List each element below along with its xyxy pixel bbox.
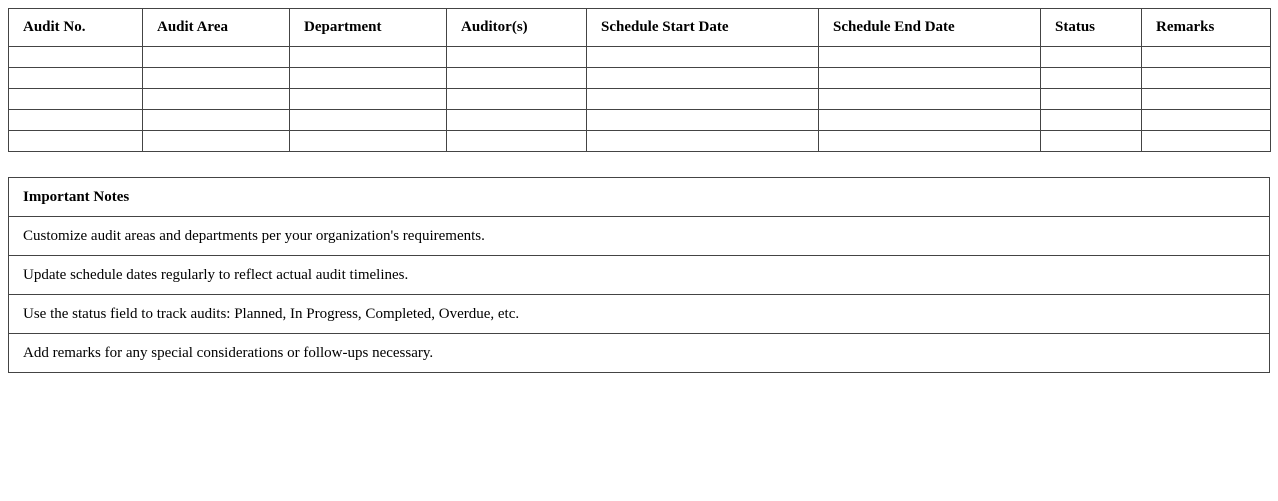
note-item: Use the status field to track audits: Planned, In Progress, Completed, Overdue, etc. — [9, 295, 1270, 334]
table-cell[interactable] — [447, 47, 587, 68]
audit-schedule-table — [8, 8, 1271, 152]
column-header-auditors: Auditor(s) — [447, 9, 587, 47]
table-cell[interactable] — [1142, 89, 1271, 110]
table-cell[interactable] — [1041, 131, 1142, 152]
column-header-remarks: Remarks — [1142, 9, 1271, 47]
table-cell[interactable] — [1142, 110, 1271, 131]
table-row — [9, 89, 1271, 110]
table-cell[interactable] — [1041, 47, 1142, 68]
table-cell[interactable] — [819, 47, 1041, 68]
table-cell[interactable] — [587, 89, 819, 110]
table-cell[interactable] — [143, 47, 290, 68]
notes-header-row — [9, 178, 1270, 217]
table-cell[interactable] — [9, 68, 143, 89]
notes-row — [9, 256, 1270, 295]
table-cell[interactable] — [9, 89, 143, 110]
note-item: Add remarks for any special considerations or follow-ups necessary. — [9, 334, 1270, 373]
notes-row — [9, 295, 1270, 334]
notes-row — [9, 217, 1270, 256]
table-cell[interactable] — [143, 110, 290, 131]
table-cell[interactable] — [290, 110, 447, 131]
table-cell[interactable] — [290, 68, 447, 89]
table-cell[interactable] — [1142, 131, 1271, 152]
note-item: Update schedule dates regularly to reflect actual audit timelines. — [9, 256, 1270, 295]
table-cell[interactable] — [819, 68, 1041, 89]
table-row — [9, 131, 1271, 152]
table-row — [9, 47, 1271, 68]
table-cell[interactable] — [143, 68, 290, 89]
column-header-audit-area: Audit Area — [143, 9, 290, 47]
table-cell[interactable] — [819, 89, 1041, 110]
table-cell[interactable] — [819, 110, 1041, 131]
table-cell[interactable] — [9, 110, 143, 131]
column-header-department: Department — [290, 9, 447, 47]
table-cell[interactable] — [143, 89, 290, 110]
table-cell[interactable] — [447, 131, 587, 152]
table-cell[interactable] — [290, 47, 447, 68]
table-cell[interactable] — [447, 110, 587, 131]
table-cell[interactable] — [143, 131, 290, 152]
table-cell[interactable] — [587, 47, 819, 68]
table-cell[interactable] — [447, 68, 587, 89]
column-header-schedule-start-date: Schedule Start Date — [587, 9, 819, 47]
notes-title: Important Notes — [9, 178, 1270, 217]
table-cell[interactable] — [1041, 110, 1142, 131]
table-row — [9, 68, 1271, 89]
column-header-audit-no: Audit No. — [9, 9, 143, 47]
table-cell[interactable] — [447, 89, 587, 110]
table-cell[interactable] — [587, 110, 819, 131]
notes-row — [9, 334, 1270, 373]
table-cell[interactable] — [1041, 89, 1142, 110]
table-cell[interactable] — [1142, 47, 1271, 68]
table-row — [9, 110, 1271, 131]
table-cell[interactable] — [1142, 68, 1271, 89]
table-cell[interactable] — [587, 131, 819, 152]
table-cell[interactable] — [290, 131, 447, 152]
column-header-schedule-end-date: Schedule End Date — [819, 9, 1041, 47]
table-cell[interactable] — [819, 131, 1041, 152]
table-cell[interactable] — [1041, 68, 1142, 89]
important-notes-table — [8, 177, 1270, 373]
column-header-status: Status — [1041, 9, 1142, 47]
note-item: Customize audit areas and departments per your organization's requirements. — [9, 217, 1270, 256]
table-cell[interactable] — [9, 131, 143, 152]
table-cell[interactable] — [290, 89, 447, 110]
table-header-row — [9, 9, 1271, 47]
table-cell[interactable] — [587, 68, 819, 89]
table-cell[interactable] — [9, 47, 143, 68]
